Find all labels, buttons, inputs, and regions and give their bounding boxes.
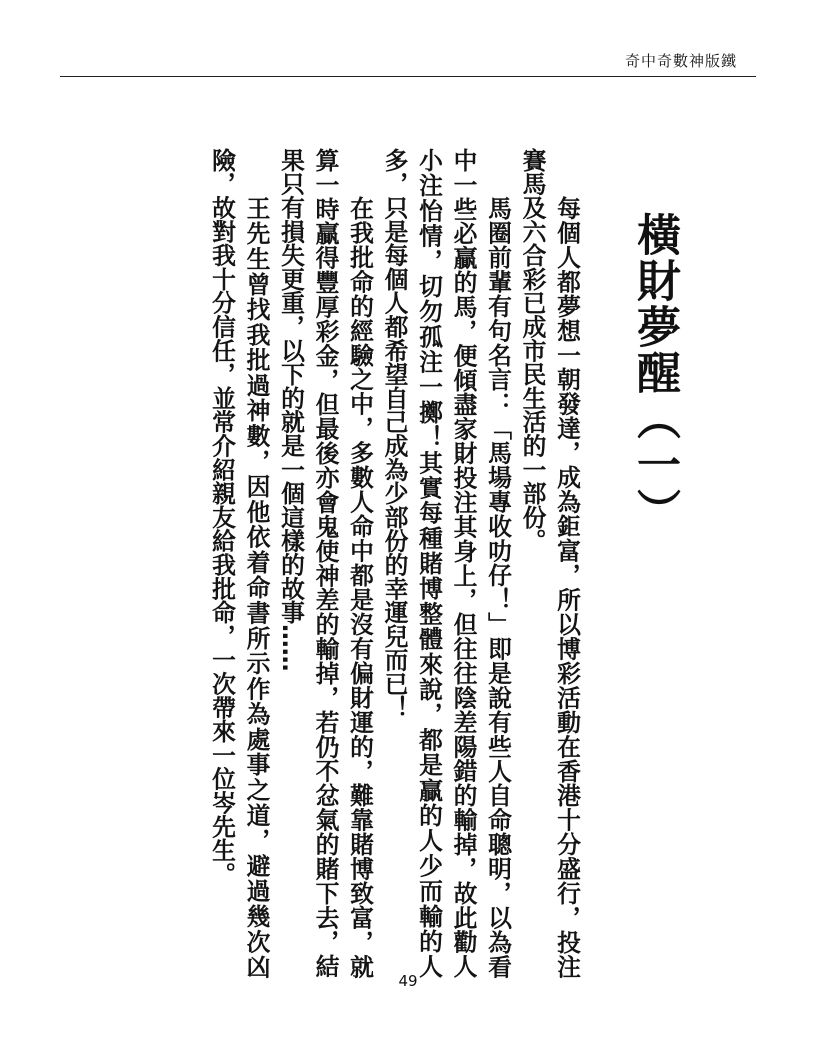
- paragraph: 王先生曾找我批過神數，因他依着命書所示作為處事之道，避過幾次凶險，故對我十分信任，並常介紹親友給我批命，一次帶來一位岑先生。: [208, 148, 271, 978]
- page-number: 49: [398, 972, 418, 990]
- book-title: 奇中奇數神版鐵: [624, 52, 737, 70]
- body-text: [205, 148, 585, 978]
- header-divider: [60, 76, 756, 77]
- paragraph: 每個人都夢想一朝發達，成為鉅富，所以博彩活動在香港十分盛行，投注賽馬及六合彩已成市民生活的一部份。: [518, 148, 581, 978]
- chapter-title: 橫財夢醒（一）: [629, 212, 680, 534]
- paragraph: 馬圈前輩有句名言：「馬場專收叻仔！」即是說有些人自命聰明，以為看中一些必贏的馬，便傾盡家財投注其身上，但往往陰差陽錯的輸掉，故此勸人小注怡情，切勿孤注一擲！其實每種賭博整體來說，都是贏的人少而輸的人多，只是每個人都希望自己成為少部份的幸運兒而已！: [380, 148, 512, 978]
- paragraph: 在我批命的經驗之中，多數人命中都是沒有偏財運的，難靠賭博致富，就算一時贏得豐厚彩金，但最後亦會鬼使神差的輸掉，若仍不忿氣的賭下去，結果只有損失更重，以下的就是一個這樣的故事……: [277, 148, 374, 978]
